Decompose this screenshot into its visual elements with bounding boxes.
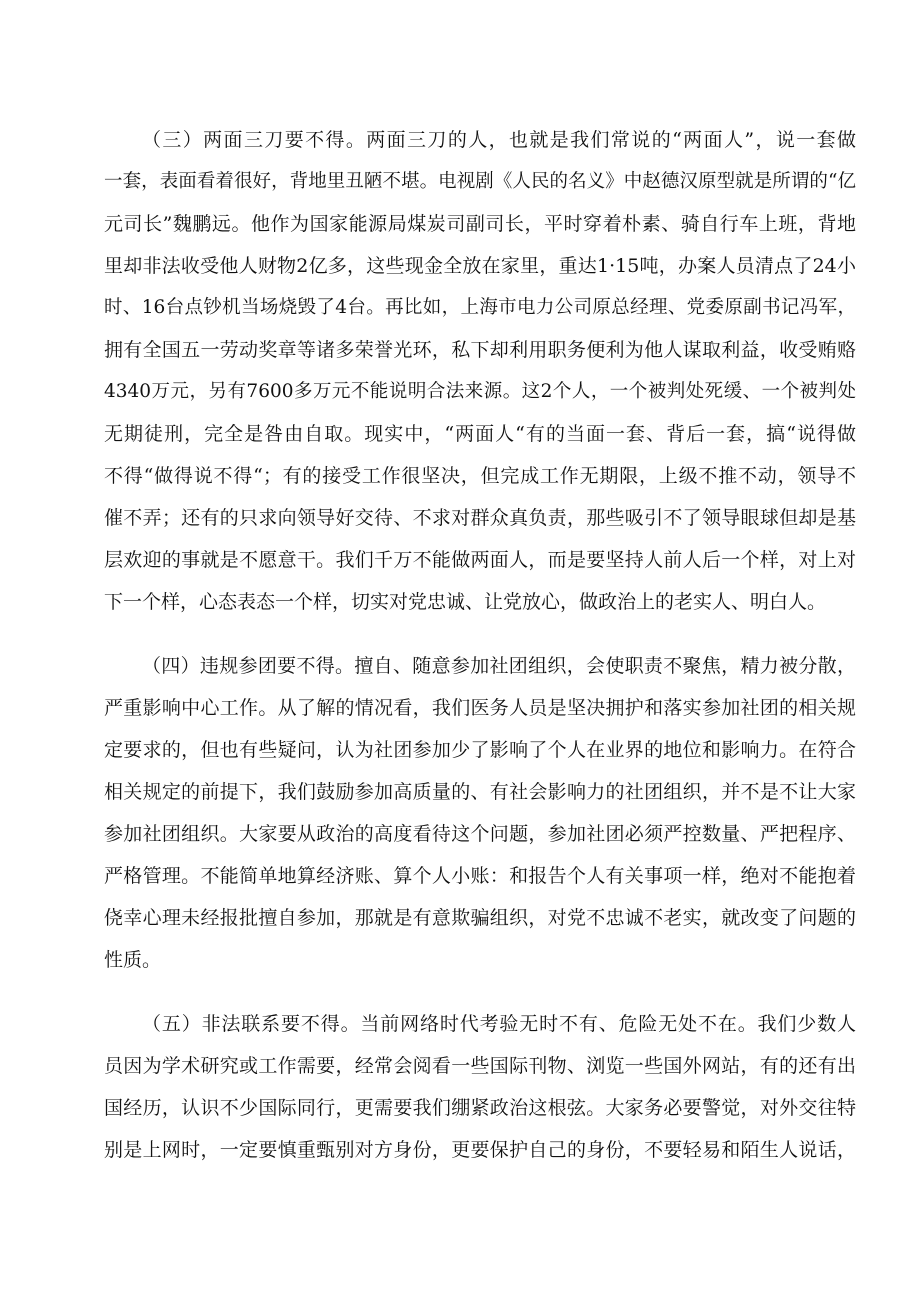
paragraph-line: 一套，表面看着很好，背地里丑陋不堪。电视剧《人民的名义》中赵德汉原型就是所谓的“亿 [104, 171, 856, 192]
paragraph-line: 4340万元，另有7600多万元不能说明合法来源。这2个人，一个被判处死缓、一个被判处 [104, 381, 856, 402]
paragraph-line: 参加社团组织。大家要从政治的高度看待这个问题，参加社团必须严控数量、严把程序、 [104, 823, 856, 845]
paragraph-line: 性质。 [104, 949, 162, 971]
paragraph-line: 无期徒刑，完全是咎由自取。现实中，“两面人“有的当面一套、背后一套，搞“说得做 [104, 423, 856, 445]
paragraph-line: 时、16台点钞机当场烧毁了4台。再比如，上海市电力公司原总经理、党委原副书记冯军， [104, 297, 856, 318]
paragraph-line: 严重影响中心工作。从了解的情况看，我们医务人员是坚决拥护和落实参加社团的相关规 [104, 697, 856, 719]
paragraph-line: 下一个样，心态表态一个样，切实对党忠诚、让党放心，做政治上的老实人、明白人。 [104, 591, 827, 613]
paragraph-line: 侥幸心理未经报批擅自参加，那就是有意欺骗组织，对党不忠诚不老实，就改变了问题的 [104, 907, 856, 929]
paragraph-line: 严格管理。不能简单地算经济账、算个人小账：和报告个人有关事项一样，绝对不能抱着 [104, 865, 856, 887]
paragraph-line: （四）违规参团要不得。擅自、随意参加社团组织，会使职责不聚焦，精力被分散， [142, 655, 856, 677]
paragraph-line: 不得“做得说不得“；有的接受工作很坚决，但完成工作无期限，上级不推不动，领导不 [104, 465, 856, 487]
paragraph-line: 国经历，认识不少国际同行，更需要我们绷紧政治这根弦。大家务必要警觉，对外交往特 [104, 1097, 856, 1119]
paragraph-line: 拥有全国五一劳动奖章等诸多荣誉光环，私下却利用职务便利为他人谋取利益，收受贿赂 [104, 339, 856, 361]
paragraph-line: 里却非法收受他人财物2亿多，这些现金全放在家里，重达1·15吨，办案人员清点了24小 [104, 255, 856, 277]
paragraph-line: 相关规定的前提下，我们鼓励参加高质量的、有社会影响力的社团组织，并不是不让大家 [104, 781, 856, 803]
paragraph-line: 层欢迎的事就是不愿意干。我们千万不能做两面人，而是要坚持人前人后一个样，对上对 [104, 549, 856, 571]
paragraph-line: （三）两面三刀要不得。两面三刀的人，也就是我们常说的“两面人”，说一套做 [142, 129, 856, 151]
paragraph-line: 催不弄；还有的只求向领导好交待、不求对群众真负责，那些吸引不了领导眼球但却是基 [104, 507, 856, 529]
paragraph-line: 元司长”魏鹏远。他作为国家能源局煤炭司副司长，平时穿着朴素、骑自行车上班，背地 [104, 213, 856, 235]
paragraph-line: （五）非法联系要不得。当前网络时代考验无时不有、危险无处不在。我们少数人 [142, 1013, 856, 1035]
paragraph-line: 别是上网时，一定要慎重甄别对方身份，更要保护自己的身份，不要轻易和陌生人说话， [104, 1139, 856, 1161]
paragraph-line: 员因为学术研究或工作需要，经常会阅看一些国际刊物、浏览一些国外网站，有的还有出 [104, 1055, 856, 1077]
paragraph-line: 定要求的，但也有些疑问，认为社团参加少了影响了个人在业界的地位和影响力。在符合 [104, 739, 856, 761]
